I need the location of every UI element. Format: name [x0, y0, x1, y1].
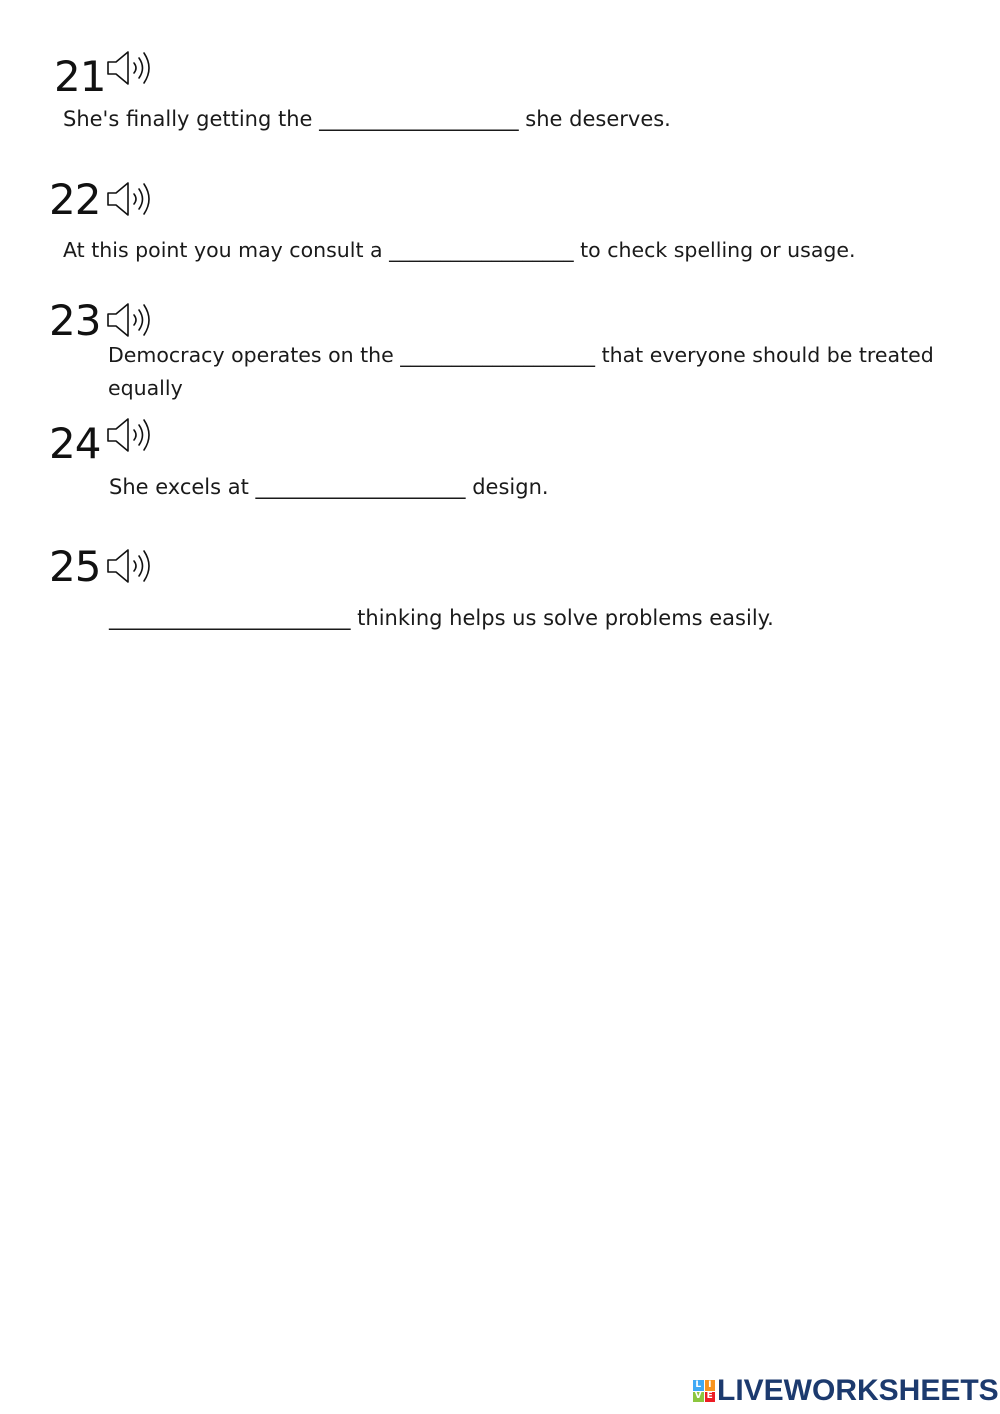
liveworksheets-logo — [693, 1374, 999, 1408]
question-number-23: 23 — [49, 296, 101, 345]
speaker-icon[interactable] — [105, 414, 157, 456]
speaker-icon[interactable] — [105, 299, 157, 341]
speaker-icon[interactable] — [105, 178, 157, 220]
question-number-24: 24 — [49, 419, 101, 468]
logo-text: LIVEWORKSHEETS — [717, 1374, 999, 1407]
question-number-25: 25 — [49, 542, 101, 591]
logo-letter: E — [705, 1392, 716, 1403]
speaker-icon[interactable] — [105, 47, 157, 89]
question-sentence-21: She's finally getting the ___________________ she deserves. — [63, 107, 671, 131]
question-sentence-24: She excels at ____________________ design. — [109, 475, 549, 499]
question-sentence-25: _______________________ thinking helps us solve problems easily. — [109, 606, 774, 630]
speaker-icon[interactable] — [105, 545, 157, 587]
question-number-22: 22 — [49, 175, 101, 224]
question-sentence-23: Democracy operates on the ___________________ that everyone should be treated equally — [108, 343, 934, 400]
logo-letter: V — [694, 1391, 702, 1402]
logo-grid-icon — [693, 1380, 715, 1402]
question-number-21: 21 — [54, 52, 106, 101]
logo-letter: I — [705, 1380, 716, 1391]
question-sentence-22: At this point you may consult a __________________ to check spelling or usage. — [63, 238, 856, 262]
logo-letter: L — [693, 1380, 704, 1391]
